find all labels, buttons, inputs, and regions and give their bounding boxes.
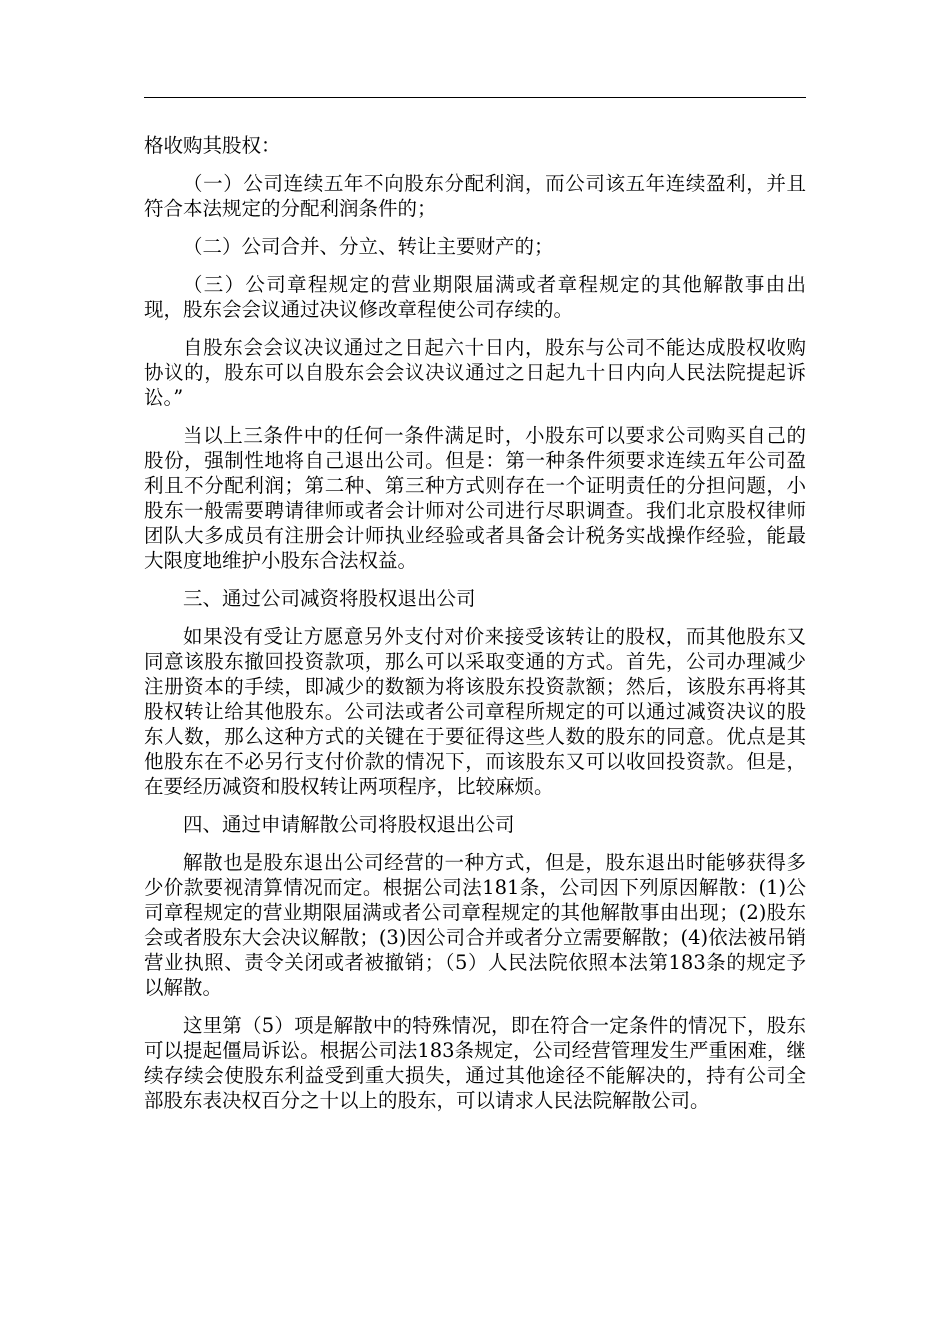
paragraph-clause-1: （一）公司连续五年不向股东分配利润，而公司该五年连续盈利，并且符合本法规定的分配利润条件的； [144, 172, 806, 220]
header-rule [144, 97, 806, 98]
paragraph-clause-3: （三）公司章程规定的营业期限届满或者章程规定的其他解散事由出现，股东会会议通过决议修改章程使公司存续的。 [144, 273, 806, 321]
paragraph-lawsuit-deadline: 自股东会会议决议通过之日起六十日内，股东与公司不能达成股权收购协议的，股东可以自股东会会议决议通过之日起九十日内向人民法院提起诉讼。” [144, 336, 806, 409]
paragraph-continuation: 格收购其股权： [144, 134, 281, 157]
paragraph-deadlock-litigation: 这里第（5）项是解散中的特殊情况，即在符合一定条件的情况下，股东可以提起僵局诉讼。根据公司法183条规定，公司经营管理发生严重困难，继续存续会使股东利益受到重大损失，通过其他途径不能解决的，持有公司全部股东表决权百分之十以上的股东，可以请求人民法院解散公司。 [144, 1014, 806, 1112]
document-body [144, 133, 806, 1126]
section-heading-dissolution: 四、通过申请解散公司将股权退出公司 [183, 813, 515, 836]
paragraph-clause-2: （二）公司合并、分立、转让主要财产的； [183, 235, 554, 258]
paragraph-capital-reduction: 如果没有受让方愿意另外支付对价来接受该转让的股权，而其他股东又同意该股东撤回投资款项，那么可以采取变通的方式。首先，公司办理减少注册资本的手续，即减少的数额为将该股东投资款额；然后，该股东再将其股权转让给其他股东。公司法或者公司章程所规定的可以通过减资决议的股东人数，那么这种方式的关键在于要征得这些人数的股东的同意。优点是其他股东在不必另行支付价款的情况下，而该股东又可以收回投资款。但是，在要经历减资和股权转让两项程序，比较麻烦。 [144, 625, 806, 798]
paragraph-dissolution-reasons: 解散也是股东退出公司经营的一种方式，但是，股东退出时能够获得多少价款要视清算情况而定。根据公司法181条，公司因下列原因解散：(1)公司章程规定的营业期限届满或者公司章程规定的其他解散事由出现；(2)股东会或者股东大会决议解散；(3)因公司合并或者分立需要解散；(4)依法被吊销营业执照、责令关闭或者被撤销；（5）人民法院依照本法第183条的规定予以解散。 [144, 851, 806, 999]
section-heading-capital-reduction: 三、通过公司减资将股权退出公司 [183, 587, 476, 610]
paragraph-conditions-analysis: 当以上三条件中的任何一条件满足时，小股东可以要求公司购买自己的股份，强制性地将自己退出公司。但是：第一种条件须要求连续五年公司盈利且不分配利润；第二种、第三种方式则存在一个证明责任的分担问题，小股东一般需要聘请律师或者会计师对公司进行尽职调查。我们北京股权律师团队大多成员有注册会计师执业经验或者具备会计税务实战操作经验，能最大限度地维护小股东合法权益。 [144, 424, 806, 572]
